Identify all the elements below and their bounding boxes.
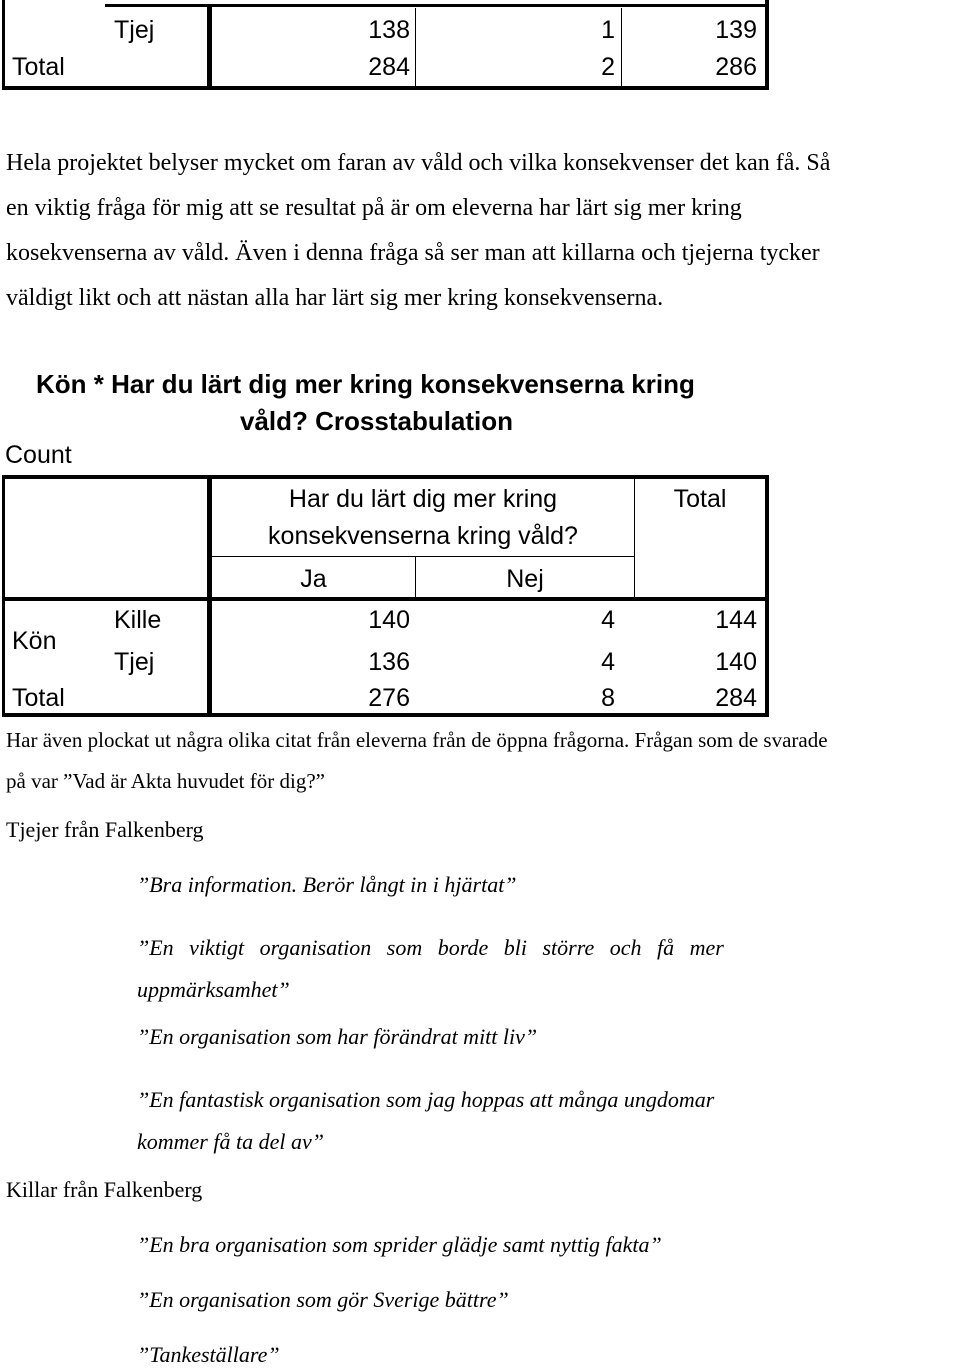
crosstab-title-line1: Kön * Har du lärt dig mer kring konsekvenserna kring [36, 369, 695, 399]
quote [137, 1287, 509, 1313]
ct-cell-total: 140 [715, 648, 757, 676]
ct-cell-ja: 276 [368, 684, 410, 712]
top-total-total: 286 [715, 53, 757, 81]
quote [137, 1079, 714, 1163]
ct-total-row-label: Total [12, 684, 65, 712]
top-total-ja: 284 [368, 53, 410, 81]
quote-line: kommer få ta del av” [137, 1129, 324, 1154]
quote-line: uppmärksamhet” [137, 977, 290, 1002]
quote-line: ”En bra organisation som sprider glädje samt nyttig fakta” [137, 1232, 662, 1257]
paragraph-line: en viktig fråga för mig att se resultat på är om eleverna har lärt sig mer kring [6, 195, 742, 221]
quote [137, 1024, 537, 1050]
top-row-ja: 138 [368, 16, 410, 44]
quote-line: ”En viktigt organisation som borde bli större och få mer [137, 935, 724, 960]
group-title-boys: Killar från Falkenberg [6, 1177, 203, 1202]
ct-total-header: Total [673, 485, 727, 513]
count-label: Count [5, 441, 72, 469]
ct-row-label: Kille [114, 606, 162, 634]
ct-question-line1: Har du lärt dig mer kring [288, 485, 558, 513]
ct-cell-ja: 140 [368, 606, 410, 634]
ct-question-line2: konsekvenserna kring våld? [268, 522, 578, 550]
top-total-nej: 2 [601, 53, 615, 81]
quote-line: ”Bra information. Berör långt in i hjärtat” [137, 872, 517, 897]
quote-line: ”En organisation som har förändrat mitt liv” [137, 1024, 538, 1049]
paragraph-line: Hela projektet belyser mycket om faran av våld och vilka konsekvenser det kan få. Så [6, 150, 831, 176]
ct-row-label: Tjej [114, 648, 155, 676]
ct-col-ja: Ja [300, 565, 327, 593]
ct-header-bottom [2, 597, 769, 601]
paragraph-line: väldigt likt och att nästan alla har lärt sig mer kring konsekvenserna. [6, 285, 664, 311]
top-row-label: Tjej [114, 16, 155, 44]
ct-col-nej: Nej [506, 565, 544, 593]
ct-left-border [2, 475, 5, 716]
ct-cell-nej: 4 [601, 648, 615, 676]
ct-right-border [765, 475, 769, 716]
quote-line: ”En fantastisk organisation som jag hoppas att många ungdomar [137, 1087, 715, 1112]
ct-cell-total: 144 [715, 606, 757, 634]
top-row-total: 139 [715, 16, 757, 44]
quote [137, 1342, 280, 1368]
quote-line: ”En organisation som gör Sverige bättre” [137, 1287, 509, 1312]
ct-bottom-border [2, 713, 769, 717]
crosstab-title-line2: våld? Crosstabulation [240, 406, 514, 436]
quote [137, 927, 787, 1011]
top-row-nej: 1 [601, 16, 615, 44]
quote [137, 1232, 662, 1258]
ct-top-border [2, 475, 768, 479]
quote-line: ”Tankeställare” [137, 1342, 280, 1367]
paragraph-line: kosekvenserna av våld. Även i denna fråga så ser man att killarna och tjejerna tycker [6, 240, 820, 266]
ct-cell-ja: 136 [368, 648, 410, 676]
ct-row-group-label: Kön [12, 627, 57, 655]
group-title-girls: Tjejer från Falkenberg [6, 817, 204, 842]
ct-cell-nej: 8 [601, 684, 615, 712]
paragraph-quotes-intro [6, 720, 828, 802]
top-total-label: Total [12, 53, 65, 81]
ct-cell-total: 284 [715, 684, 757, 712]
ct-cell-nej: 4 [601, 606, 615, 634]
quote [137, 872, 517, 898]
ct-subheader-line [211, 556, 635, 557]
paragraph-line: på var ”Vad är Akta huvudet för dig?” [6, 769, 325, 793]
paragraph-line: Har även plockat ut några olika citat från eleverna från de öppna frågorna. Frågan som de svarade [6, 728, 828, 752]
